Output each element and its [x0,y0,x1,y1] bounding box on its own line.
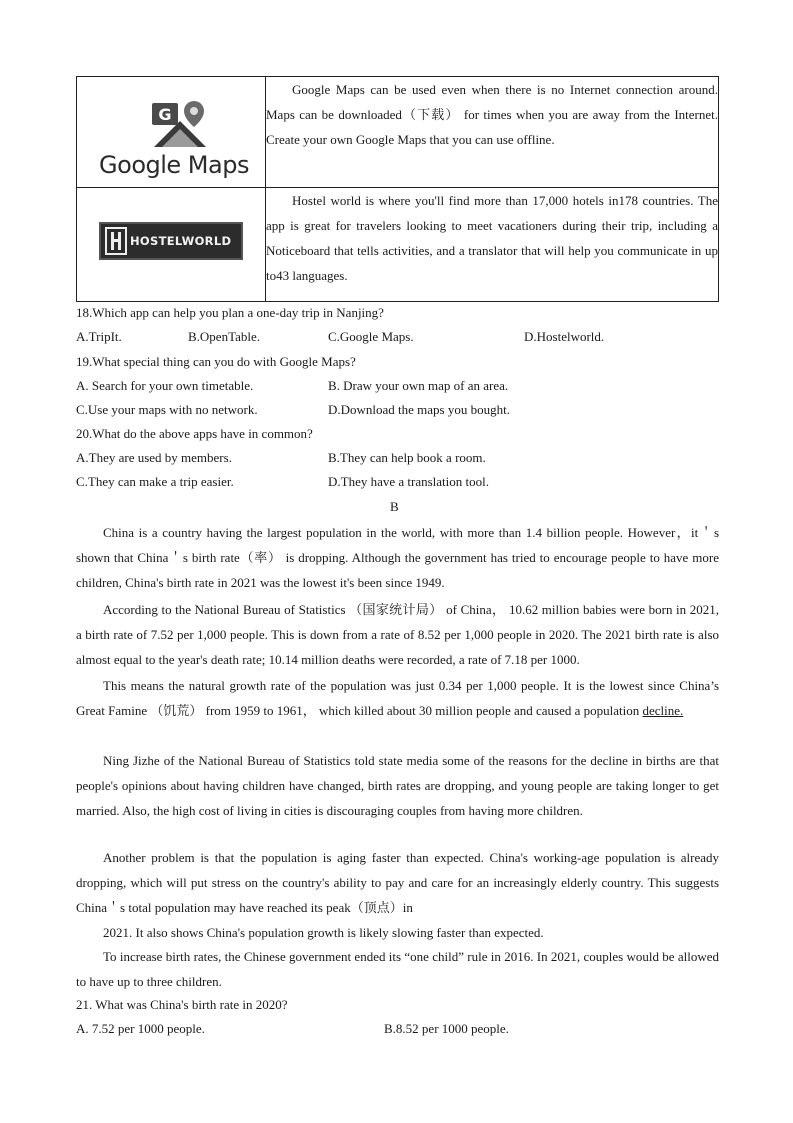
question-18-stem: 18.Which app can help you plan a one-day trip in Nanjing? [76,305,384,320]
app-table [76,76,719,302]
app-row-hostelworld [77,188,719,302]
question-21-stem: 21. What was China's birth rate in 2020? [76,997,288,1012]
question-18-option-a: A.TripIt. [76,329,122,344]
hostelworld-description-cell [266,188,719,302]
passage-paragraph-6: 2021. It also shows China's population growth is likely slowing faster than expected. [103,925,544,940]
google-maps-wordmark: Google Maps [99,151,249,179]
question-19-option-c: C.Use your maps with no network. [76,402,258,417]
question-20-option-b: B.They can help book a room. [328,450,486,465]
google-maps-logo-cell [77,77,266,188]
question-21-option-a: A. 7.52 per 1000 people. [76,1021,205,1036]
passage-paragraph-4: Ning Jizhe of the National Bureau of Statistics told state media some of the reasons for the decline in births are that people's opinions about having children have changed, birth rates are dropping, and young people are taking longer to get married. Also, the high cost of living in cities is discouraging couples from having more children. [76,753,719,818]
passage-paragraph-3-text: This means the natural growth rate of the population was just 0.34 per 1,000 people. It is the lowest since China’s Great Famine （饥荒） from 1959 to 1961， which killed about 30 million people and caused a population [76,678,719,718]
question-20-option-c: C.They can make a trip easier. [76,474,234,489]
passage-paragraph-3 [76,673,719,723]
google-maps-pin-icon [150,97,210,151]
question-19-option-b: B. Draw your own map of an area. [328,378,509,393]
question-19-stem: 19.What special thing can you do with Google Maps? [76,354,356,369]
question-20-option-a: A.They are used by members. [76,450,232,465]
question-20-option-d: D.They have a translation tool. [328,474,490,489]
google-maps-description: Google Maps can be used even when there is no Internet connection around. Maps can be downloaded（下载） for times when you are away from the Internet. Create your own Google Maps that you can use offline. [266,82,718,147]
passage-paragraph-5: Another problem is that the population is aging faster than expected. China's working-age population is already dropping, which will put stress on the country's ability to pay and care for an increasingly elderly country. This suggests China＇s total population may have reached its peak（顶点）in [76,850,719,915]
question-19-option-d: D.Download the maps you bought. [328,402,510,417]
hostelworld-logo [99,222,243,260]
app-row-google-maps [77,77,719,188]
underlined-word-decline: decline. [642,703,684,718]
question-18-option-d: D.Hostelworld. [524,329,605,344]
hostelworld-logo-cell [77,188,266,302]
hostelworld-mark-icon [105,227,127,255]
question-21-option-b: B.8.52 per 1000 people. [384,1021,509,1036]
question-19-option-a: A. Search for your own timetable. [76,378,254,393]
question-18-option-c: C.Google Maps. [328,329,414,344]
passage-paragraph-7: To increase birth rates, the Chinese government ended its “one child” rule in 2016. In 2021, couples would be allowed to have up to three children. [76,949,719,989]
section-b-heading: B [390,499,399,514]
question-20-stem: 20.What do the above apps have in common? [76,426,313,441]
hostelworld-wordmark: HOSTELWORLD [130,234,232,248]
question-18-option-b: B.OpenTable. [188,329,261,344]
passage-paragraph-2: According to the National Bureau of Statistics （国家统计局） of China， 10.62 million babies were born in 2021, a birth rate of 7.52 per 1,000 people. This is down from a rate of 8.52 per 1,000 people in 2020. The 2021 birth rate is also almost equal to the year's death rate; 10.14 million deaths were recorded, a rate of 7.18 per 1000. [76,602,719,667]
hostelworld-description: Hostel world is where you'll find more than 17,000 hotels in178 countries. The app is great for travelers looking to meet vacationers during their trip, including a Noticeboard that tells activities, and a translator that will help you communicate in up to43 languages. [266,193,718,283]
passage-paragraph-1: China is a country having the largest population in the world, with more than 1.4 billion people. However，it＇s shown that China＇s birth rate（率） is dropping. Although the government has tried to encourage people to have more children, China's birth rate in 2021 was the lowest it's been since 1949. [76,525,719,590]
svg-text:G: G [158,105,172,124]
google-maps-description-cell [266,77,719,188]
